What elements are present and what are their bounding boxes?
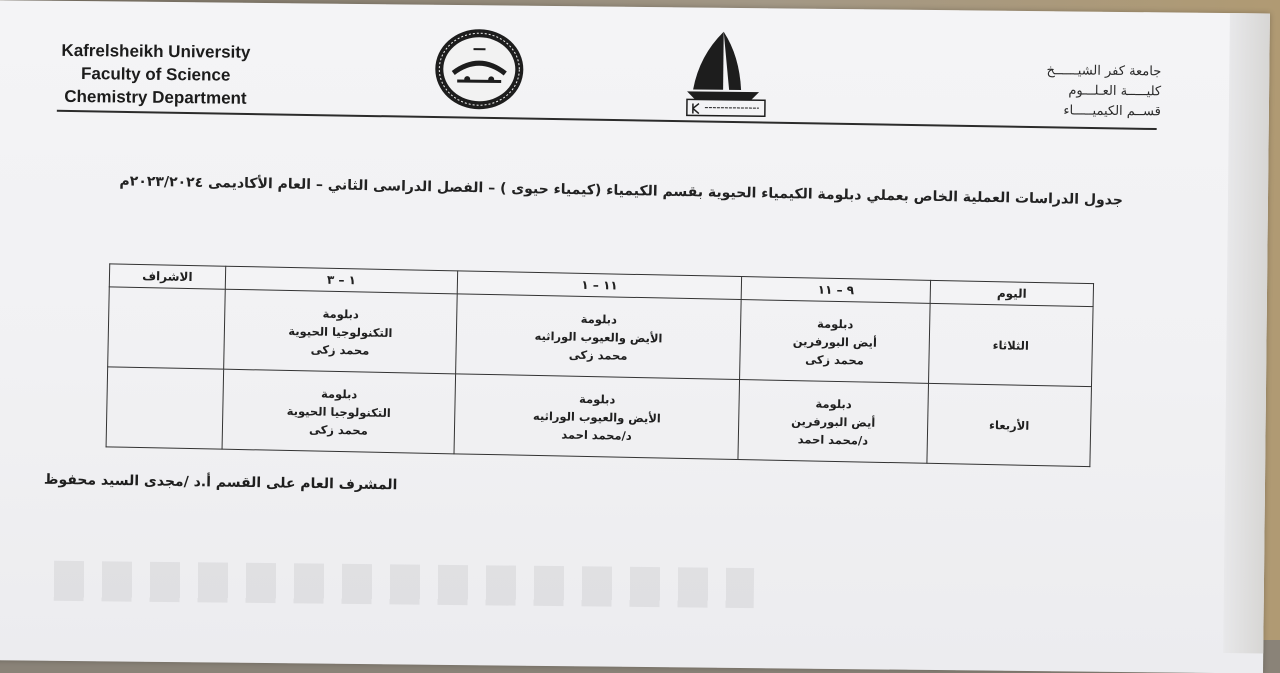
session-instructor: محمد زكى xyxy=(805,351,865,368)
supervision-cell xyxy=(106,367,223,449)
supervision-cell xyxy=(108,287,225,369)
session-program: دبلومة xyxy=(580,311,618,327)
session-instructor: د/محمد احمد xyxy=(561,426,632,443)
session-instructor: محمد زكى xyxy=(568,347,628,363)
session-program: دبلومة xyxy=(320,386,358,401)
session-course: أيض البورفرين xyxy=(792,333,878,350)
header-slot-1: ٩ – ١١ xyxy=(741,277,930,304)
session-course: التكنولوجيا الحيوية xyxy=(288,323,393,340)
paper-edge xyxy=(1223,13,1270,653)
university-ship-logo xyxy=(679,25,768,118)
university-name: Kafrelsheikh University xyxy=(61,40,251,62)
session-program: دبلومة xyxy=(579,391,616,407)
session-cell xyxy=(740,300,930,384)
day-cell: الأربعاء xyxy=(927,383,1092,466)
session-cell xyxy=(738,380,928,464)
session-program: دبلومة xyxy=(322,306,360,321)
session-cell xyxy=(223,289,457,374)
header-slot-2: ١١ – ١ xyxy=(457,271,741,300)
header-supervision: الاشراف xyxy=(109,264,225,289)
session-program: دبلومة xyxy=(816,316,854,331)
schedule-table xyxy=(106,263,1094,467)
faculty-name-arabic: كليـــــة العـلـــوم xyxy=(1068,83,1162,100)
session-cell xyxy=(454,374,739,460)
session-course: أيض البورفرين xyxy=(791,413,876,430)
session-cell xyxy=(222,369,456,454)
session-instructor: محمد زكى xyxy=(310,341,370,358)
general-supervisor-line: المشرف العام على القسم أ.د /مجدى السيد محفوظ xyxy=(43,471,398,494)
session-course: التكنولوجيا الحيوية xyxy=(286,403,391,420)
session-program: دبلومة xyxy=(815,396,852,411)
session-instructor: محمد زكى xyxy=(308,421,368,438)
session-course: الأيض والعيوب الوراثيه xyxy=(532,408,661,425)
department-name-arabic: قســم الكيميـــــاء xyxy=(1063,103,1161,120)
session-instructor: د/محمد احمد xyxy=(797,431,869,448)
session-course: الأيض والعيوب الوراثيه xyxy=(534,328,663,345)
university-name-arabic: جامعة كفر الشيــــــخ xyxy=(1046,63,1162,80)
day-cell: الثلاثاء xyxy=(929,303,1094,386)
department-name: Chemistry Department xyxy=(64,86,247,108)
university-header-arabic xyxy=(1046,61,1161,122)
header-day: اليوم xyxy=(930,280,1093,306)
university-header-english xyxy=(61,39,251,110)
bleed-through-text xyxy=(54,561,754,608)
faculty-seal-logo xyxy=(433,27,526,112)
header-divider xyxy=(57,110,1157,130)
header-slot-3: ١ – ٣ xyxy=(225,266,458,294)
faculty-name: Faculty of Science xyxy=(80,64,231,85)
schedule-title: جدول الدراسات العملية الخاص بعملي دبلومة الكيمياء الحيوية بقسم الكيمياء (كيمياء حيوى ) – الفصل الدراسى الثاني – العام الأكاديمى ٢٠٢٣/٢٠٢٤م xyxy=(119,173,1124,209)
session-cell xyxy=(456,294,741,380)
